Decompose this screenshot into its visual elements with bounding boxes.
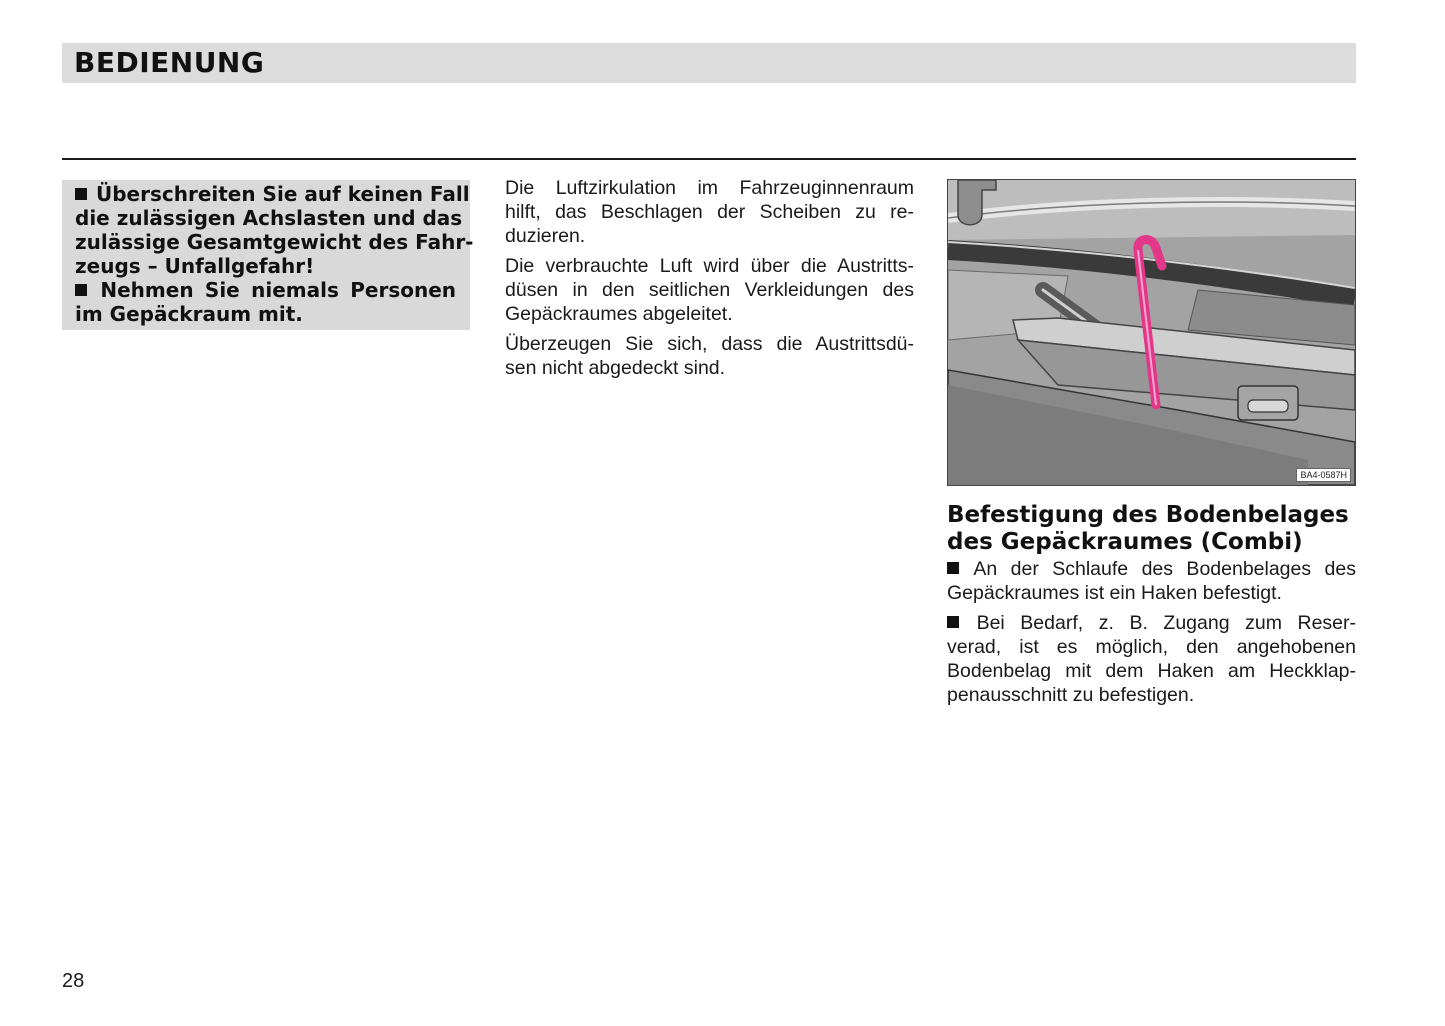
luggage-compartment-drawing: [948, 180, 1355, 485]
paragraph-check-vents: Überzeugen Sie sich, dass die Austrittsdü- sen nicht abgedeckt sind.: [505, 333, 914, 379]
middle-column: [505, 176, 914, 386]
section-header-title: BEDIENUNG: [74, 46, 265, 79]
warning-line: zeugs – Unfallgefahr!: [75, 254, 315, 278]
paragraph-fasten-floor: Bei Bedarf, z. B. Zugang zum Reser- verad, ist es möglich, den angehobenen Bodenbelag mit dem Haken am Heckklap- penausschnitt zu befestigen.: [947, 612, 1357, 706]
figure-code-label: BA4-0587H: [1296, 468, 1351, 482]
section-heading: Befestigung des Bodenbelages des Gepäckraumes (Combi): [947, 502, 1349, 555]
warning-line: Überschreiten Sie auf keinen Fall: [75, 182, 456, 206]
right-column: [947, 557, 1356, 713]
page-number: 28: [62, 970, 85, 992]
warning-line: Nehmen Sie niemals Personen: [75, 278, 456, 302]
bullet-square-icon: [75, 284, 87, 296]
warning-line: zulässige Gesamtgewicht des Fahr-: [75, 230, 474, 254]
section-header-bar: [62, 43, 1356, 83]
horizontal-divider: [62, 158, 1356, 160]
luggage-hook-illustration: [947, 179, 1356, 486]
warning-box: [62, 180, 474, 330]
paragraph-hook-attached: An der Schlaufe des Bodenbelages des Gepäckraumes ist ein Haken befestigt.: [947, 558, 1356, 604]
paragraph-air-circulation: Die Luftzirkulation im Fahrzeuginnenraum hilft, das Beschlagen der Scheiben zu re- duzieren.: [505, 177, 914, 247]
paragraph-exhaust-air: Die verbrauchte Luft wird über die Austritts- düsen in den seitlichen Verkleidungen des Gepäckraumes abgeleitet.: [505, 255, 914, 325]
bullet-square-icon: [947, 562, 959, 574]
bullet-square-icon: [947, 616, 959, 628]
warning-line: im Gepäckraum mit.: [75, 302, 303, 326]
warning-line: die zulässigen Achslasten und das: [75, 206, 463, 230]
bullet-square-icon: [75, 188, 87, 200]
